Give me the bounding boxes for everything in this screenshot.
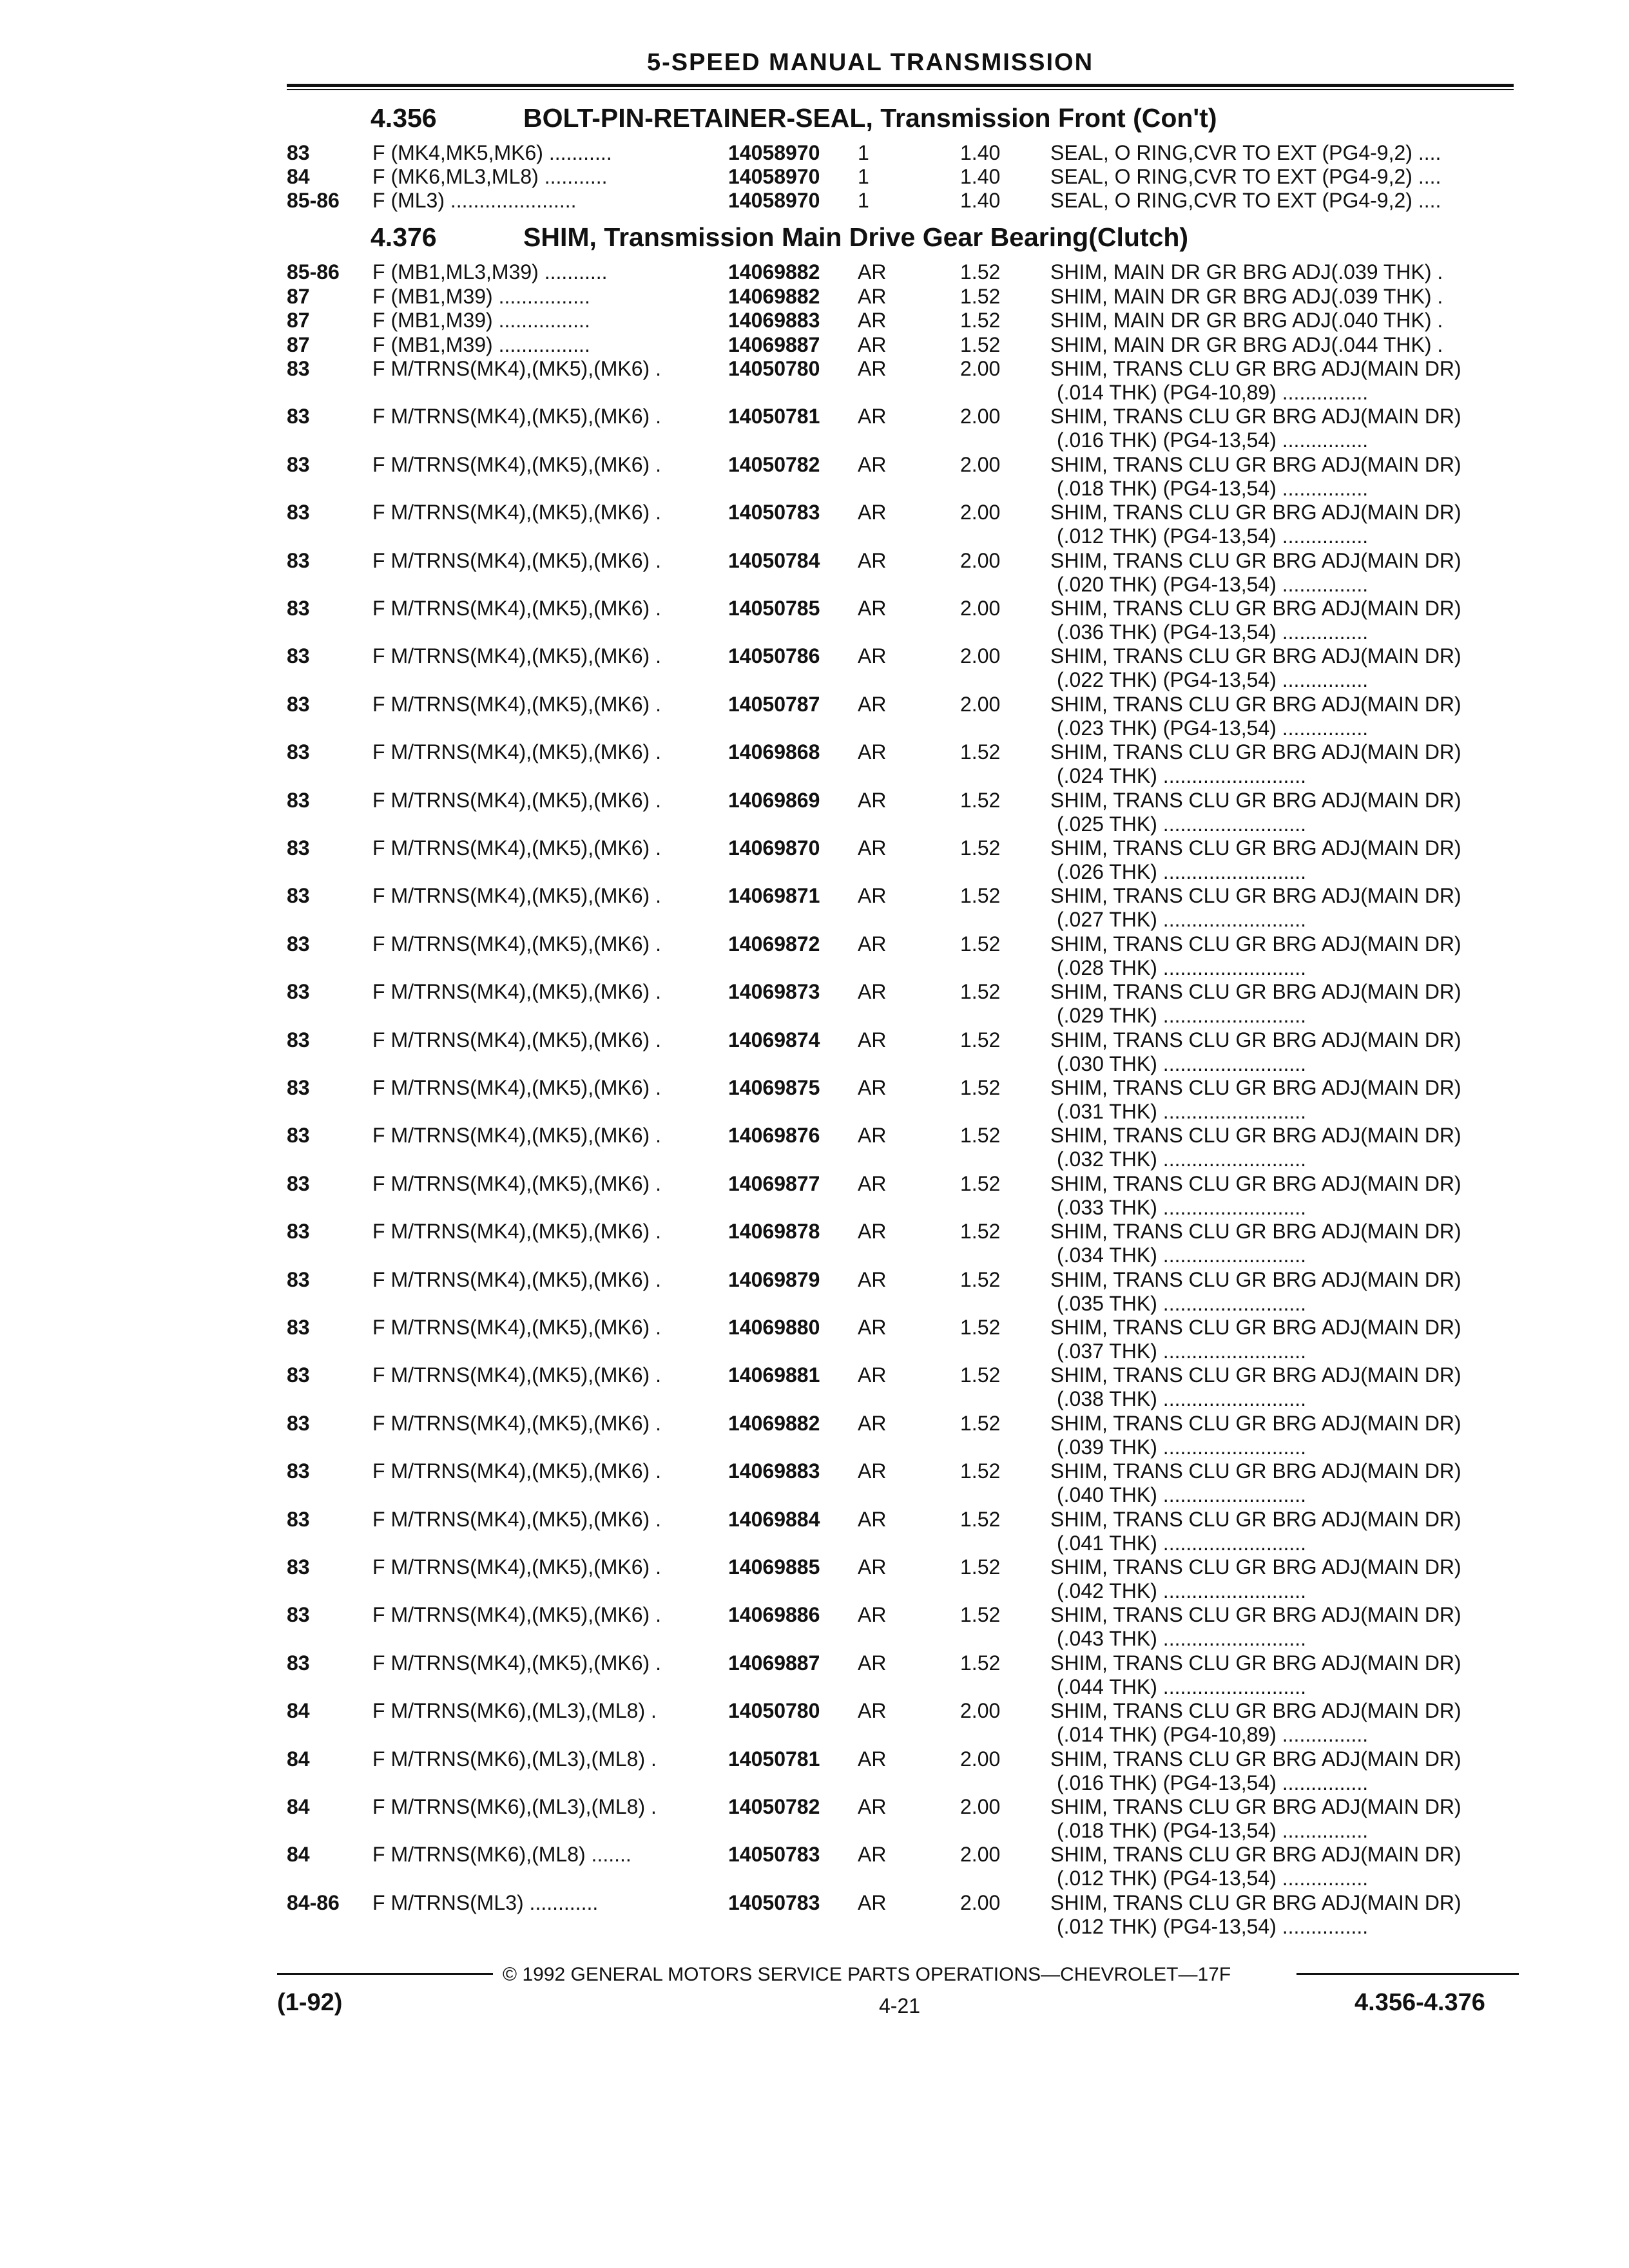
model-code: 1.52 — [960, 1076, 1001, 1099]
application: F (MB1,M39) ................ — [372, 309, 590, 332]
ref-number: 83 — [287, 405, 310, 428]
part-number: 14069874 — [728, 1028, 820, 1052]
part-number: 14069869 — [728, 788, 820, 812]
application: F M/TRNS(ML3) ............ — [372, 1890, 599, 1914]
part-number: 14069878 — [728, 1220, 820, 1244]
description: SHIM, TRANS CLU GR BRG ADJ(MAIN DR) — [1050, 788, 1461, 812]
description-continued: (.016 THK) (PG4-13,54) ............... — [1057, 428, 1369, 452]
application: F M/TRNS(MK6),(ML8) ....... — [372, 1843, 631, 1867]
part-number: 14069886 — [728, 1603, 820, 1627]
section-range: 4.356-4.376 — [1354, 1989, 1485, 2016]
description: SHIM, TRANS CLU GR BRG ADJ(MAIN DR) — [1050, 1076, 1461, 1099]
description-continued: (.029 THK) ......................... — [1057, 1004, 1307, 1028]
description: SHIM, MAIN DR GR BRG ADJ(.044 THK) . — [1050, 332, 1443, 356]
ref-number: 84 — [287, 1699, 310, 1723]
description-continued: (.018 THK) (PG4-13,54) ............... — [1057, 476, 1369, 500]
model-code: 2.00 — [960, 692, 1001, 716]
quantity: AR — [858, 452, 887, 476]
description: SHIM, TRANS CLU GR BRG ADJ(MAIN DR) — [1050, 1316, 1461, 1339]
description: SHIM, TRANS CLU GR BRG ADJ(MAIN DR) — [1050, 1699, 1461, 1723]
application: F M/TRNS(MK6),(ML3),(ML8) . — [372, 1747, 657, 1771]
description: SEAL, O RING,CVR TO EXT (PG4-9,2) .... — [1050, 141, 1441, 164]
application: F M/TRNS(MK4),(MK5),(MK6) . — [372, 501, 661, 524]
ref-number: 87 — [287, 309, 310, 332]
ref-number: 83 — [287, 1555, 310, 1579]
application: F (MK6,ML3,ML8) ........... — [372, 165, 608, 188]
quantity: AR — [858, 1028, 887, 1052]
application: F M/TRNS(MK4),(MK5),(MK6) . — [372, 836, 661, 860]
part-number: 14069876 — [728, 1124, 820, 1148]
ref-number: 83 — [287, 141, 310, 164]
ref-number: 83 — [287, 357, 310, 380]
application: F M/TRNS(MK4),(MK5),(MK6) . — [372, 1651, 661, 1675]
application: F M/TRNS(MK4),(MK5),(MK6) . — [372, 1124, 661, 1148]
ref-number: 83 — [287, 1267, 310, 1291]
description-continued: (.022 THK) (PG4-13,54) ............... — [1057, 668, 1369, 692]
description-continued: (.042 THK) ......................... — [1057, 1579, 1307, 1602]
quantity: AR — [858, 1555, 887, 1579]
part-number: 14050780 — [728, 357, 820, 380]
section-number: 4.376 — [371, 222, 437, 252]
quantity: AR — [858, 788, 887, 812]
quantity: AR — [858, 644, 887, 668]
ref-number: 83 — [287, 1124, 310, 1148]
description-continued: (.024 THK) ......................... — [1057, 764, 1307, 788]
quantity: AR — [858, 1747, 887, 1771]
quantity: 1 — [858, 141, 869, 164]
footer-rule-right — [1296, 1973, 1519, 1975]
part-number: 14069884 — [728, 1507, 820, 1531]
model-code: 2.00 — [960, 597, 1001, 620]
description-continued: (.030 THK) ......................... — [1057, 1052, 1307, 1075]
quantity: AR — [858, 501, 887, 524]
quantity: AR — [858, 884, 887, 908]
description: SHIM, TRANS CLU GR BRG ADJ(MAIN DR) — [1050, 692, 1461, 716]
description: SHIM, TRANS CLU GR BRG ADJ(MAIN DR) — [1050, 1795, 1461, 1818]
quantity: 1 — [858, 165, 869, 188]
model-code: 1.52 — [960, 1363, 1001, 1387]
description: SHIM, MAIN DR GR BRG ADJ(.040 THK) . — [1050, 309, 1443, 332]
part-number: 14069882 — [728, 284, 820, 308]
description-continued: (.031 THK) ......................... — [1057, 1100, 1307, 1123]
quantity: AR — [858, 1220, 887, 1244]
description-continued: (.041 THK) ......................... — [1057, 1531, 1307, 1555]
part-number: 14050783 — [728, 1843, 820, 1867]
model-code: 1.52 — [960, 980, 1001, 1004]
quantity: AR — [858, 836, 887, 860]
ref-number: 83 — [287, 1220, 310, 1244]
description-continued: (.040 THK) ......................... — [1057, 1483, 1307, 1507]
section-title: BOLT-PIN-RETAINER-SEAL, Transmission Front (Con't) — [523, 103, 1217, 133]
quantity: AR — [858, 548, 887, 572]
quantity: AR — [858, 332, 887, 356]
model-code: 1.52 — [960, 1171, 1001, 1195]
part-number: 14069882 — [728, 1411, 820, 1435]
quantity: AR — [858, 1076, 887, 1099]
application: F M/TRNS(MK4),(MK5),(MK6) . — [372, 980, 661, 1004]
part-number: 14058970 — [728, 165, 820, 188]
part-number: 14050784 — [728, 548, 820, 572]
application: F M/TRNS(MK4),(MK5),(MK6) . — [372, 405, 661, 428]
description: SHIM, TRANS CLU GR BRG ADJ(MAIN DR) — [1050, 1747, 1461, 1771]
application: F M/TRNS(MK4),(MK5),(MK6) . — [372, 1459, 661, 1483]
model-code: 2.00 — [960, 357, 1001, 380]
quantity: AR — [858, 357, 887, 380]
ref-number: 87 — [287, 284, 310, 308]
model-code: 1.40 — [960, 189, 1001, 212]
application: F M/TRNS(MK4),(MK5),(MK6) . — [372, 788, 661, 812]
description: SHIM, TRANS CLU GR BRG ADJ(MAIN DR) — [1050, 501, 1461, 524]
application: F M/TRNS(MK4),(MK5),(MK6) . — [372, 1555, 661, 1579]
description-continued: (.012 THK) (PG4-13,54) ............... — [1057, 1914, 1369, 1938]
model-code: 1.52 — [960, 788, 1001, 812]
quantity: AR — [858, 405, 887, 428]
application: F M/TRNS(MK4),(MK5),(MK6) . — [372, 1076, 661, 1099]
model-code: 2.00 — [960, 1843, 1001, 1867]
application: F (ML3) ...................... — [372, 189, 577, 212]
description: SHIM, TRANS CLU GR BRG ADJ(MAIN DR) — [1050, 1651, 1461, 1675]
description-continued: (.035 THK) ......................... — [1057, 1291, 1307, 1315]
description: SEAL, O RING,CVR TO EXT (PG4-9,2) .... — [1050, 189, 1441, 212]
ref-number: 83 — [287, 501, 310, 524]
ref-number: 85-86 — [287, 260, 340, 284]
ref-number: 84 — [287, 1795, 310, 1818]
application: F M/TRNS(MK4),(MK5),(MK6) . — [372, 644, 661, 668]
ref-number: 83 — [287, 932, 310, 956]
model-code: 1.52 — [960, 1459, 1001, 1483]
ref-number: 83 — [287, 884, 310, 908]
application: F M/TRNS(MK4),(MK5),(MK6) . — [372, 692, 661, 716]
ref-number: 83 — [287, 740, 310, 764]
quantity: 1 — [858, 189, 869, 212]
part-number: 14069880 — [728, 1316, 820, 1339]
part-number: 14050786 — [728, 644, 820, 668]
description: SHIM, TRANS CLU GR BRG ADJ(MAIN DR) — [1050, 1507, 1461, 1531]
quantity: AR — [858, 1171, 887, 1195]
description-continued: (.025 THK) ......................... — [1057, 812, 1307, 836]
ref-number: 83 — [287, 1651, 310, 1675]
model-code: 2.00 — [960, 644, 1001, 668]
ref-number: 84 — [287, 165, 310, 188]
section-heading — [371, 222, 1188, 253]
ref-number: 83 — [287, 1507, 310, 1531]
application: F M/TRNS(MK4),(MK5),(MK6) . — [372, 1363, 661, 1387]
application: F M/TRNS(MK4),(MK5),(MK6) . — [372, 884, 661, 908]
description-continued: (.027 THK) ......................... — [1057, 908, 1307, 932]
application: F (MB1,M39) ................ — [372, 284, 590, 308]
quantity: AR — [858, 1267, 887, 1291]
footer-rule-left — [277, 1973, 493, 1975]
part-number: 14058970 — [728, 141, 820, 164]
model-code: 1.52 — [960, 260, 1001, 284]
quantity: AR — [858, 692, 887, 716]
model-code: 1.52 — [960, 884, 1001, 908]
section-title: SHIM, Transmission Main Drive Gear Bearing(Clutch) — [523, 222, 1189, 252]
quantity: AR — [858, 284, 887, 308]
part-number: 14050787 — [728, 692, 820, 716]
ref-number: 87 — [287, 332, 310, 356]
application: F M/TRNS(MK4),(MK5),(MK6) . — [372, 1603, 661, 1627]
application: F M/TRNS(MK6),(ML3),(ML8) . — [372, 1795, 657, 1818]
ref-number: 83 — [287, 1028, 310, 1052]
description-continued: (.043 THK) ......................... — [1057, 1627, 1307, 1651]
model-code: 1.52 — [960, 1124, 1001, 1148]
ref-number: 83 — [287, 788, 310, 812]
part-number: 14069872 — [728, 932, 820, 956]
description-continued: (.034 THK) ......................... — [1057, 1244, 1307, 1267]
description-continued: (.039 THK) ......................... — [1057, 1435, 1307, 1459]
part-number: 14069879 — [728, 1267, 820, 1291]
model-code: 2.00 — [960, 1890, 1001, 1914]
quantity: AR — [858, 1316, 887, 1339]
part-number: 14069885 — [728, 1555, 820, 1579]
model-code: 1.52 — [960, 309, 1001, 332]
description: SHIM, MAIN DR GR BRG ADJ(.039 THK) . — [1050, 284, 1443, 308]
description: SHIM, TRANS CLU GR BRG ADJ(MAIN DR) — [1050, 1267, 1461, 1291]
ref-number: 83 — [287, 1076, 310, 1099]
description-continued: (.012 THK) (PG4-13,54) ............... — [1057, 1867, 1369, 1890]
model-code: 1.52 — [960, 1028, 1001, 1052]
application: F M/TRNS(MK4),(MK5),(MK6) . — [372, 1411, 661, 1435]
part-number: 14069870 — [728, 836, 820, 860]
description: SHIM, TRANS CLU GR BRG ADJ(MAIN DR) — [1050, 1028, 1461, 1052]
model-code: 2.00 — [960, 548, 1001, 572]
model-code: 1.52 — [960, 1651, 1001, 1675]
part-number: 14050783 — [728, 501, 820, 524]
ref-number: 84-86 — [287, 1890, 340, 1914]
description: SHIM, TRANS CLU GR BRG ADJ(MAIN DR) — [1050, 1459, 1461, 1483]
description: SHIM, TRANS CLU GR BRG ADJ(MAIN DR) — [1050, 1603, 1461, 1627]
page-number: 4-21 — [879, 1994, 921, 2017]
ref-number: 83 — [287, 1459, 310, 1483]
part-number: 14069887 — [728, 1651, 820, 1675]
copyright: © 1992 GENERAL MOTORS SERVICE PARTS OPERATIONS—CHEVROLET—17F — [503, 1964, 1231, 1985]
part-number: 14069871 — [728, 884, 820, 908]
quantity: AR — [858, 1699, 887, 1723]
quantity: AR — [858, 740, 887, 764]
description-continued: (.028 THK) ......................... — [1057, 956, 1307, 979]
ref-number: 83 — [287, 597, 310, 620]
application: F M/TRNS(MK4),(MK5),(MK6) . — [372, 1316, 661, 1339]
quantity: AR — [858, 1843, 887, 1867]
model-code: 1.40 — [960, 141, 1001, 164]
application: F M/TRNS(MK4),(MK5),(MK6) . — [372, 1220, 661, 1244]
description: SHIM, TRANS CLU GR BRG ADJ(MAIN DR) — [1050, 980, 1461, 1004]
part-number: 14050782 — [728, 452, 820, 476]
header-rule-thin — [287, 89, 1514, 90]
description-continued: (.044 THK) ......................... — [1057, 1675, 1307, 1698]
description: SHIM, TRANS CLU GR BRG ADJ(MAIN DR) — [1050, 1411, 1461, 1435]
part-number: 14069877 — [728, 1171, 820, 1195]
part-number: 14050781 — [728, 1747, 820, 1771]
description: SHIM, TRANS CLU GR BRG ADJ(MAIN DR) — [1050, 1843, 1461, 1867]
page-title: 5-SPEED MANUAL TRANSMISSION — [647, 49, 1094, 76]
description-continued: (.026 THK) ......................... — [1057, 860, 1307, 883]
description: SHIM, TRANS CLU GR BRG ADJ(MAIN DR) — [1050, 452, 1461, 476]
revision-date: (1-92) — [277, 1989, 343, 2016]
model-code: 1.52 — [960, 740, 1001, 764]
description-continued: (.020 THK) (PG4-13,54) ............... — [1057, 572, 1369, 596]
quantity: AR — [858, 597, 887, 620]
application: F M/TRNS(MK4),(MK5),(MK6) . — [372, 452, 661, 476]
description: SHIM, TRANS CLU GR BRG ADJ(MAIN DR) — [1050, 740, 1461, 764]
application: F M/TRNS(MK4),(MK5),(MK6) . — [372, 932, 661, 956]
model-code: 2.00 — [960, 501, 1001, 524]
ref-number: 83 — [287, 644, 310, 668]
part-number: 14050785 — [728, 597, 820, 620]
description: SHIM, TRANS CLU GR BRG ADJ(MAIN DR) — [1050, 548, 1461, 572]
description-continued: (.014 THK) (PG4-10,89) ............... — [1057, 381, 1369, 404]
part-number: 14069868 — [728, 740, 820, 764]
application: F (MK4,MK5,MK6) ........... — [372, 141, 612, 164]
part-number: 14069875 — [728, 1076, 820, 1099]
application: F M/TRNS(MK4),(MK5),(MK6) . — [372, 740, 661, 764]
part-number: 14058970 — [728, 189, 820, 212]
part-number: 14069883 — [728, 309, 820, 332]
application: F M/TRNS(MK4),(MK5),(MK6) . — [372, 597, 661, 620]
application: F M/TRNS(MK4),(MK5),(MK6) . — [372, 1507, 661, 1531]
description-continued: (.014 THK) (PG4-10,89) ............... — [1057, 1723, 1369, 1747]
description: SHIM, TRANS CLU GR BRG ADJ(MAIN DR) — [1050, 836, 1461, 860]
ref-number: 85-86 — [287, 189, 340, 212]
ref-number: 83 — [287, 548, 310, 572]
description: SHIM, TRANS CLU GR BRG ADJ(MAIN DR) — [1050, 597, 1461, 620]
model-code: 2.00 — [960, 1699, 1001, 1723]
quantity: AR — [858, 260, 887, 284]
model-code: 1.52 — [960, 1316, 1001, 1339]
description: SHIM, TRANS CLU GR BRG ADJ(MAIN DR) — [1050, 1124, 1461, 1148]
application: F M/TRNS(MK4),(MK5),(MK6) . — [372, 1028, 661, 1052]
model-code: 1.52 — [960, 836, 1001, 860]
description-continued: (.016 THK) (PG4-13,54) ............... — [1057, 1771, 1369, 1794]
model-code: 1.52 — [960, 1507, 1001, 1531]
application: F M/TRNS(MK4),(MK5),(MK6) . — [372, 1267, 661, 1291]
description-continued: (.032 THK) ......................... — [1057, 1148, 1307, 1171]
quantity: AR — [858, 1459, 887, 1483]
application: F M/TRNS(MK4),(MK5),(MK6) . — [372, 357, 661, 380]
ref-number: 83 — [287, 1363, 310, 1387]
part-number: 14050783 — [728, 1890, 820, 1914]
section-heading — [371, 103, 1217, 133]
application: F M/TRNS(MK6),(ML3),(ML8) . — [372, 1699, 657, 1723]
description-continued: (.036 THK) (PG4-13,54) ............... — [1057, 620, 1369, 644]
model-code: 1.52 — [960, 332, 1001, 356]
description: SHIM, TRANS CLU GR BRG ADJ(MAIN DR) — [1050, 1220, 1461, 1244]
part-number: 14069887 — [728, 332, 820, 356]
model-code: 2.00 — [960, 1747, 1001, 1771]
model-code: 1.52 — [960, 1555, 1001, 1579]
ref-number: 84 — [287, 1843, 310, 1867]
part-number: 14069881 — [728, 1363, 820, 1387]
quantity: AR — [858, 1890, 887, 1914]
description: SHIM, TRANS CLU GR BRG ADJ(MAIN DR) — [1050, 884, 1461, 908]
description-continued: (.018 THK) (PG4-13,54) ............... — [1057, 1819, 1369, 1842]
quantity: AR — [858, 1507, 887, 1531]
header-rule — [287, 84, 1514, 87]
model-code: 1.52 — [960, 932, 1001, 956]
description: SHIM, TRANS CLU GR BRG ADJ(MAIN DR) — [1050, 1890, 1461, 1914]
ref-number: 83 — [287, 1411, 310, 1435]
description-continued: (.033 THK) ......................... — [1057, 1195, 1307, 1219]
description: SEAL, O RING,CVR TO EXT (PG4-9,2) .... — [1050, 165, 1441, 188]
description: SHIM, TRANS CLU GR BRG ADJ(MAIN DR) — [1050, 932, 1461, 956]
ref-number: 83 — [287, 980, 310, 1004]
description-continued: (.037 THK) ......................... — [1057, 1340, 1307, 1363]
ref-number: 83 — [287, 1603, 310, 1627]
quantity: AR — [858, 1363, 887, 1387]
quantity: AR — [858, 1124, 887, 1148]
model-code: 1.52 — [960, 284, 1001, 308]
quantity: AR — [858, 980, 887, 1004]
application: F M/TRNS(MK4),(MK5),(MK6) . — [372, 548, 661, 572]
part-number: 14069883 — [728, 1459, 820, 1483]
part-number: 14069882 — [728, 260, 820, 284]
application: F (MB1,M39) ................ — [372, 332, 590, 356]
description: SHIM, TRANS CLU GR BRG ADJ(MAIN DR) — [1050, 644, 1461, 668]
model-code: 1.40 — [960, 165, 1001, 188]
description-continued: (.023 THK) (PG4-13,54) ............... — [1057, 716, 1369, 740]
model-code: 2.00 — [960, 452, 1001, 476]
quantity: AR — [858, 1651, 887, 1675]
description-continued: (.012 THK) (PG4-13,54) ............... — [1057, 524, 1369, 548]
part-number: 14069873 — [728, 980, 820, 1004]
application: F (MB1,ML3,M39) ........... — [372, 260, 608, 284]
model-code: 1.52 — [960, 1220, 1001, 1244]
quantity: AR — [858, 1411, 887, 1435]
model-code: 1.52 — [960, 1267, 1001, 1291]
part-number: 14050781 — [728, 405, 820, 428]
section-number: 4.356 — [371, 103, 437, 133]
description: SHIM, TRANS CLU GR BRG ADJ(MAIN DR) — [1050, 357, 1461, 380]
quantity: AR — [858, 1795, 887, 1818]
description: SHIM, TRANS CLU GR BRG ADJ(MAIN DR) — [1050, 1555, 1461, 1579]
quantity: AR — [858, 309, 887, 332]
description: SHIM, TRANS CLU GR BRG ADJ(MAIN DR) — [1050, 1171, 1461, 1195]
ref-number: 84 — [287, 1747, 310, 1771]
description: SHIM, MAIN DR GR BRG ADJ(.039 THK) . — [1050, 260, 1443, 284]
model-code: 1.52 — [960, 1603, 1001, 1627]
ref-number: 83 — [287, 692, 310, 716]
description: SHIM, TRANS CLU GR BRG ADJ(MAIN DR) — [1050, 1363, 1461, 1387]
ref-number: 83 — [287, 836, 310, 860]
ref-number: 83 — [287, 452, 310, 476]
description: SHIM, TRANS CLU GR BRG ADJ(MAIN DR) — [1050, 405, 1461, 428]
model-code: 2.00 — [960, 405, 1001, 428]
description-continued: (.038 THK) ......................... — [1057, 1387, 1307, 1411]
application: F M/TRNS(MK4),(MK5),(MK6) . — [372, 1171, 661, 1195]
quantity: AR — [858, 932, 887, 956]
model-code: 1.52 — [960, 1411, 1001, 1435]
model-code: 2.00 — [960, 1795, 1001, 1818]
ref-number: 83 — [287, 1171, 310, 1195]
part-number: 14050780 — [728, 1699, 820, 1723]
part-number: 14050782 — [728, 1795, 820, 1818]
quantity: AR — [858, 1603, 887, 1627]
ref-number: 83 — [287, 1316, 310, 1339]
